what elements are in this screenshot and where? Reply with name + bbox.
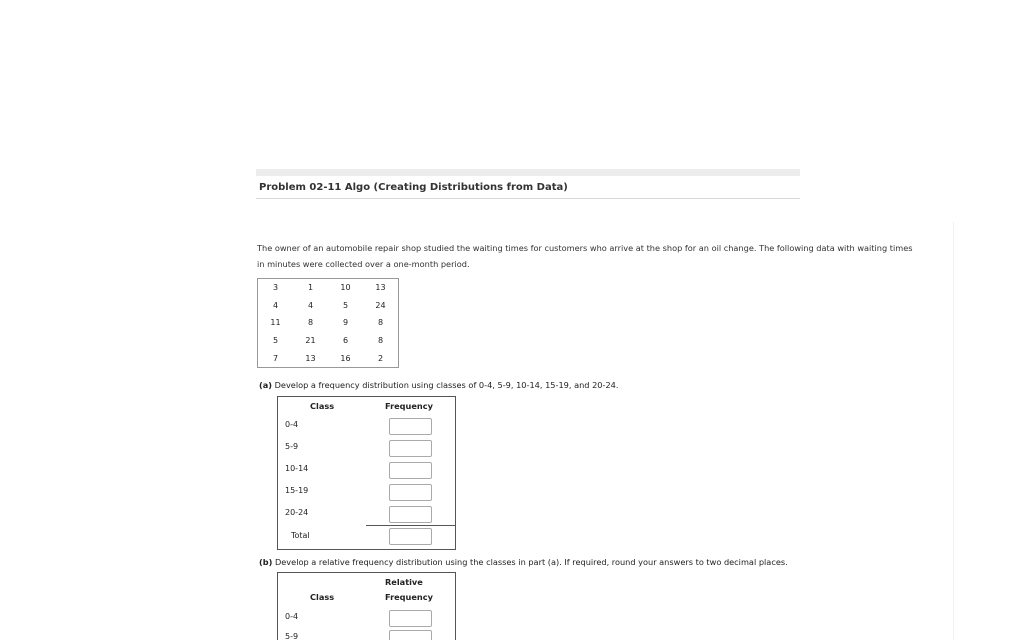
frequency-input-20-24[interactable]: [389, 506, 432, 523]
table-cell: 2: [377, 353, 384, 363]
table-cell: 13: [305, 353, 316, 363]
table-cell: 21: [305, 336, 316, 346]
table-cell: 3: [272, 283, 279, 293]
table-row: [258, 332, 399, 350]
table-cell: 11: [270, 318, 281, 328]
table-cell: 13: [375, 283, 386, 293]
table-cell: 10: [340, 283, 351, 293]
problem-intro: [257, 240, 957, 272]
frequency-input-0-4[interactable]: [389, 418, 432, 435]
frequency-input-5-9[interactable]: [389, 440, 432, 457]
content-right-border: [953, 222, 954, 640]
part-a-instruction: [259, 380, 618, 390]
table-cell: 8: [377, 318, 384, 328]
relative-column-header-line1: Relative: [385, 577, 423, 587]
table-cell: 8: [377, 336, 384, 346]
table-cell: 4: [307, 300, 314, 310]
table-cell: 7: [272, 353, 279, 363]
intro-line-1: The owner of an automobile repair shop studied the waiting times for customers who arrive at the shop for an oil change. The following data with waiting times: [257, 243, 913, 253]
table-row: [258, 349, 399, 367]
table-row: [258, 279, 399, 297]
part-b-prefix: (b): [259, 557, 273, 567]
table-cell: 8: [307, 318, 314, 328]
table-cell: 9: [342, 318, 349, 328]
table-row: [258, 297, 399, 315]
total-divider: [366, 525, 455, 526]
class-label: 5-9: [285, 632, 299, 640]
class-label: 0-4: [285, 612, 299, 621]
class-column-header: Class: [310, 592, 335, 602]
part-b-instruction: [259, 557, 788, 567]
relative-column-header-line2: Frequency: [385, 592, 433, 602]
table-row: [258, 314, 399, 332]
class-label: 10-14: [285, 464, 309, 473]
waiting-times-table: [257, 278, 399, 368]
table-cell: 5: [342, 300, 349, 310]
table-cell: 6: [342, 336, 349, 346]
title-divider: [256, 198, 800, 199]
header-strip: [256, 169, 800, 176]
part-a-prefix: (a): [259, 380, 273, 390]
frequency-column-header: Frequency: [385, 401, 433, 411]
class-label: 0-4: [285, 420, 299, 429]
intro-line-2: in minutes were collected over a one-month period.: [257, 259, 470, 269]
class-label: 20-24: [285, 508, 309, 517]
table-cell: 16: [340, 353, 351, 363]
class-label: 5-9: [285, 442, 299, 451]
problem-title: Problem 02-11 Algo (Creating Distributions from Data): [259, 182, 568, 193]
class-column-header: Class: [310, 401, 335, 411]
part-a-text: Develop a frequency distribution using classes of 0-4, 5-9, 10-14, 15-19, and 20-24.: [274, 380, 619, 390]
table-cell: 24: [375, 300, 386, 310]
frequency-input-15-19[interactable]: [389, 484, 432, 501]
part-b-text: Develop a relative frequency distribution using the classes in part (a). If required, round your answers to two decimal places.: [274, 557, 788, 567]
frequency-table: [277, 396, 456, 550]
relative-frequency-table: [277, 572, 456, 640]
frequency-input-total[interactable]: [389, 528, 432, 545]
table-cell: 5: [272, 336, 279, 346]
table-cell: 1: [307, 283, 314, 293]
frequency-input-10-14[interactable]: [389, 462, 432, 479]
relative-frequency-input-5-9[interactable]: [389, 630, 432, 640]
class-label: 15-19: [285, 486, 309, 495]
relative-frequency-input-0-4[interactable]: [389, 610, 432, 627]
table-cell: 4: [272, 300, 279, 310]
total-label: Total: [291, 531, 310, 540]
